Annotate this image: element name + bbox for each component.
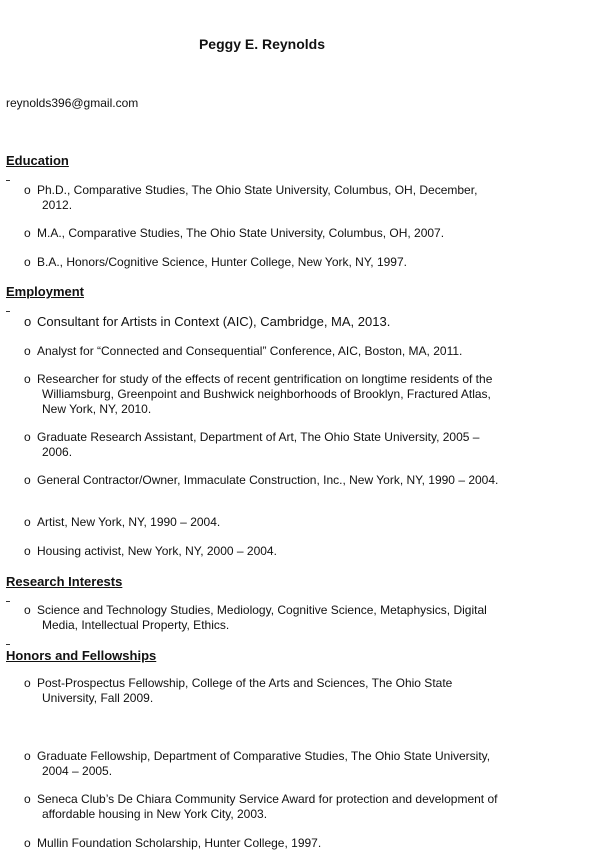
bullet-icon: o [24, 344, 31, 358]
bullet-icon: o [24, 372, 31, 386]
bullet-icon: o [24, 473, 31, 487]
honors-item [24, 749, 504, 779]
bullet-icon: o [24, 183, 31, 197]
employment-item-text: Artist, New York, NY, 1990 – 2004. [37, 515, 221, 529]
bullet-icon: o [24, 226, 31, 240]
resume-name: Peggy E. Reynolds [198, 36, 326, 52]
honors-item-text: Post-Prospectus Fellowship, College of the Arts and Sciences, The Ohio State University, Fall 2009. [37, 676, 453, 705]
employment-item [24, 515, 504, 530]
bullet-icon: o [24, 676, 31, 690]
education-item [24, 255, 504, 270]
employment-item [24, 372, 504, 417]
bullet-icon: o [24, 836, 31, 850]
bullet-icon: o [24, 255, 31, 269]
employment-item-text: Researcher for study of the effects of recent gentrification on longtime residents of the Williamsburg, Greenpoint and Bushwick neighborhoods of Brooklyn, Fractured Atlas, New York, NY, 2010. [37, 372, 493, 416]
honors-item-text: Mullin Foundation Scholarship, Hunter College, 1997. [37, 836, 322, 850]
section-marker [6, 180, 10, 181]
employment-item [24, 344, 504, 359]
employment-item-text: Graduate Research Assistant, Department of Art, The Ohio State University, 2005 – 2006. [37, 430, 480, 459]
bullet-icon: o [24, 792, 31, 806]
employment-item-text: Consultant for Artists in Context (AIC), Cambridge, MA, 2013. [37, 314, 391, 329]
education-item [24, 183, 504, 213]
employment-item-text: Analyst for “Connected and Consequential” Conference, AIC, Boston, MA, 2011. [37, 344, 463, 358]
education-item-text: B.A., Honors/Cognitive Science, Hunter College, New York, NY, 1997. [37, 255, 407, 269]
employment-item-text: Housing activist, New York, NY, 2000 – 2004. [37, 544, 277, 558]
section-marker [6, 644, 10, 645]
honors-item-text: Graduate Fellowship, Department of Comparative Studies, The Ohio State University, 2004 – 2005. [37, 749, 491, 778]
bullet-icon: o [24, 314, 32, 329]
research-item [24, 603, 504, 633]
bullet-icon: o [24, 430, 31, 444]
bullet-icon: o [24, 749, 31, 763]
section-marker [6, 311, 10, 312]
education-item [24, 226, 504, 241]
honors-item [24, 676, 504, 706]
section-heading-research: Research Interests [6, 574, 123, 589]
employment-item [24, 473, 504, 488]
employment-item-text: General Contractor/Owner, Immaculate Construction, Inc., New York, NY, 1990 – 2004. [37, 473, 499, 487]
honors-item [24, 792, 504, 822]
section-heading-employment: Employment [6, 284, 85, 299]
employment-item [24, 430, 504, 460]
section-marker [6, 601, 10, 602]
honors-item-text: Seneca Club’s De Chiara Community Service Award for protection and development of affordable housing in New York City, 2003. [37, 792, 498, 821]
email-address: reynolds396@gmail.com [6, 96, 139, 110]
research-item-text: Science and Technology Studies, Mediology, Cognitive Science, Metaphysics, Digital Media, Intellectual Property, Ethics. [37, 603, 487, 632]
bullet-icon: o [24, 544, 31, 558]
section-heading-honors: Honors and Fellowships [6, 648, 157, 663]
honors-item [24, 836, 504, 851]
section-heading-education: Education [6, 153, 69, 168]
employment-item [24, 314, 504, 329]
bullet-icon: o [24, 603, 31, 617]
employment-item [24, 544, 504, 559]
education-item-text: M.A., Comparative Studies, The Ohio State University, Columbus, OH, 2007. [37, 226, 445, 240]
bullet-icon: o [24, 515, 31, 529]
education-item-text: Ph.D., Comparative Studies, The Ohio State University, Columbus, OH, December, 2012. [37, 183, 478, 212]
